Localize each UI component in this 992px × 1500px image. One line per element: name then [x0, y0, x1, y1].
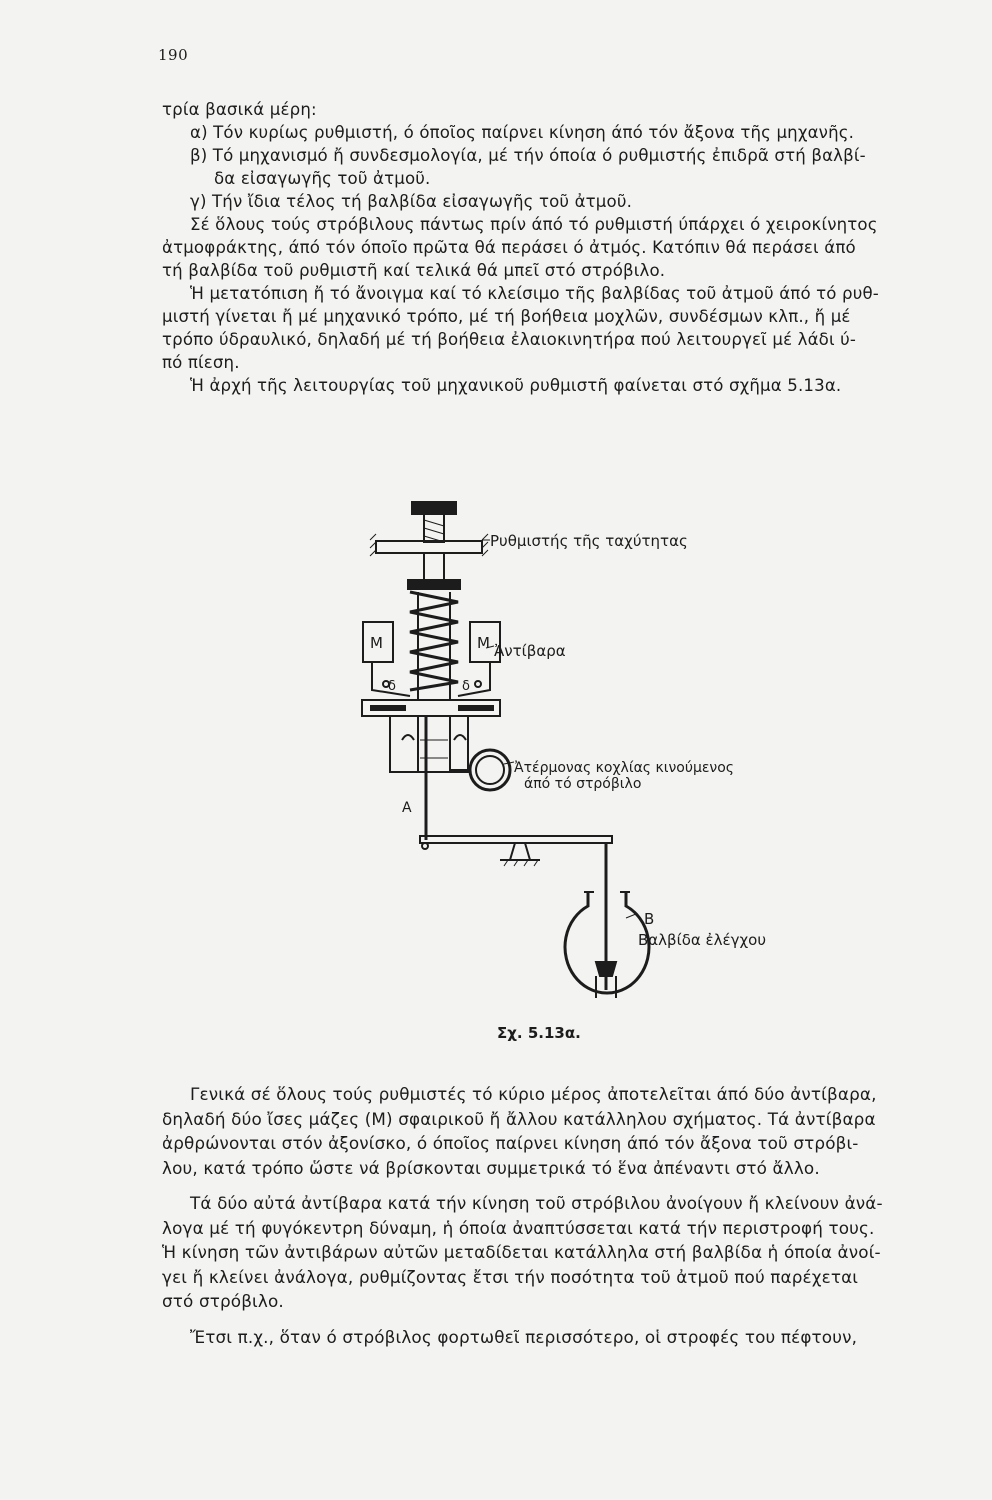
intro-line: Σέ ὅλους τούς στρόβιλους πάντως πρίν άπό τό ρυθμιστή ύπάρχει ό χειροκίνητος [190, 215, 878, 234]
label-control-valve: Βαλβίδα ἐλέγχου [638, 931, 767, 949]
body-line: Ἡ κίνηση τῶν ἀντιβάρων αὐτῶν μεταδίδεται κατάλληλα στή βαλβίδα ἡ όποία ἀνοί- [162, 1242, 881, 1262]
intro-line: τρία βασικά μέρη: [162, 100, 317, 119]
label-worm-gear-1: Ἀτέρμονας κοχλίας κινούμενος [514, 760, 735, 776]
intro-line: Ἡ μετατόπιση ἤ τό ἄνοιγμα καί τό κλείσιμο τῆς βαλβίδας τοῦ ἀτμοῦ άπό τό ρυθ- [190, 284, 879, 303]
body-text [162, 1082, 978, 1349]
page-number: 190 [158, 46, 189, 64]
body-line: δηλαδή δύο ἴσες μάζες (Μ) σφαιρικοῦ ἤ ἄλλου κατάλληλου σχήματος. Τά ἀντίβαρα [162, 1108, 876, 1129]
intro-line: β) Τό μηχανισμό ἤ συνδεσμολογία, μέ τήν όποία ό ρυθμιστής ἐπιδρᾶ στή βαλβί- [190, 146, 866, 165]
intro-line: α) Τόν κυρίως ρυθμιστή, ό όποῖος παίρνει κίνηση άπό τόν ἄξονα τῆς μηχανῆς. [190, 123, 855, 142]
body-line: λογα μέ τή φυγόκεντρη δύναμη, ἡ όποία ἀναπτύσσεται κατά τήν περιστροφή τους. [162, 1217, 875, 1238]
lever [420, 836, 612, 843]
intro-line: δα εἰσαγωγῆς τοῦ ἀτμοῦ. [214, 169, 431, 188]
figure-caption: Σχ. 5.13α. [497, 1024, 581, 1042]
body-line: Ἔτσι π.χ., ὅταν ό στρόβιλος φορτωθεῖ περισσότερο, οἱ στροφές του πέφτουν, [190, 1326, 858, 1347]
label-mass-left: M [370, 634, 383, 652]
intro-line: τρόπο ύδραυλικό, δηλαδή μέ τή βοήθεια ἐλαιοκινητήρα πού λειτουργεῖ μέ λάδι ύ- [162, 330, 857, 349]
label-valve-letter: B [644, 910, 655, 928]
intro-line: πό πίεση. [162, 353, 240, 372]
intro-line: γ) Τήν ἴδια τέλος τή βαλβίδα εἰσαγωγῆς τοῦ ἀτμοῦ. [190, 192, 632, 211]
body-line: στό στρόβιλο. [162, 1291, 284, 1311]
adjusting-screw [424, 514, 444, 542]
label-delta-right: δ [462, 679, 470, 694]
body-line: λου, κατά τρόπο ὥστε νά βρίσκονται συμμετρικά τό ἕνα ἀπέναντι στό ἄλλο. [162, 1157, 820, 1178]
intro-line: ἀτμοφράκτης, άπό τόν όποῖο πρῶτα θά περάσει ό ἀτμός. Κατόπιν θά περάσει άπό [162, 238, 856, 257]
body-line: γει ἤ κλείνει ἀνάλογα, ρυθμίζοντας ἔτσι τήν ποσότητα τοῦ ἀτμοῦ πού παρέχεται [162, 1266, 859, 1287]
body-line: Τά δύο αὐτά ἀντίβαρα κατά τήν κίνηση τοῦ στρόβιλου ἀνοίγουν ἤ κλείνουν ἀνά- [190, 1193, 883, 1213]
body-line: ἀρθρώνονται στόν ἀξονίσκο, ό όποῖος παίρνει κίνηση άπό τόν ἄξονα τοῦ στρόβι- [162, 1133, 859, 1153]
body-line: Γενικά σέ ὅλους τούς ρυθμιστές τό κύριο μέρος ἀποτελεῖται άπό δύο ἀντίβαρα, [190, 1084, 877, 1104]
adjusting-knob [412, 502, 456, 514]
intro-line: τή βαλβίδα τοῦ ρυθμιστῆ καί τελικά θά μπεῖ στό στρόβιλο. [162, 261, 666, 280]
label-delta-left: δ [388, 679, 396, 694]
intro-line: μιστή γίνεται ἤ μέ μηχανικό τρόπο, μέ τή βοήθεια μοχλῶν, συνδέσμων κλπ., ἤ μέ [162, 307, 851, 326]
label-mass-right: M [477, 634, 490, 652]
screw-lower [424, 553, 444, 581]
label-speed-regulator: Ρυθμιστής τῆς ταχύτητας [490, 532, 688, 550]
housing [390, 716, 468, 772]
valve-seat [596, 962, 616, 976]
fulcrum [510, 843, 530, 860]
label-point-a: A [402, 800, 412, 816]
label-worm-gear-2: άπό τό στρόβιλο [524, 776, 642, 792]
spring-cap [408, 580, 460, 589]
intro-line: Ἡ ἀρχή τῆς λειτουργίας τοῦ μηχανικοῦ ρυθμιστῆ φαίνεται στό σχῆμα 5.13α. [190, 376, 842, 395]
label-counterweights: Ἀντίβαρα [494, 642, 566, 660]
